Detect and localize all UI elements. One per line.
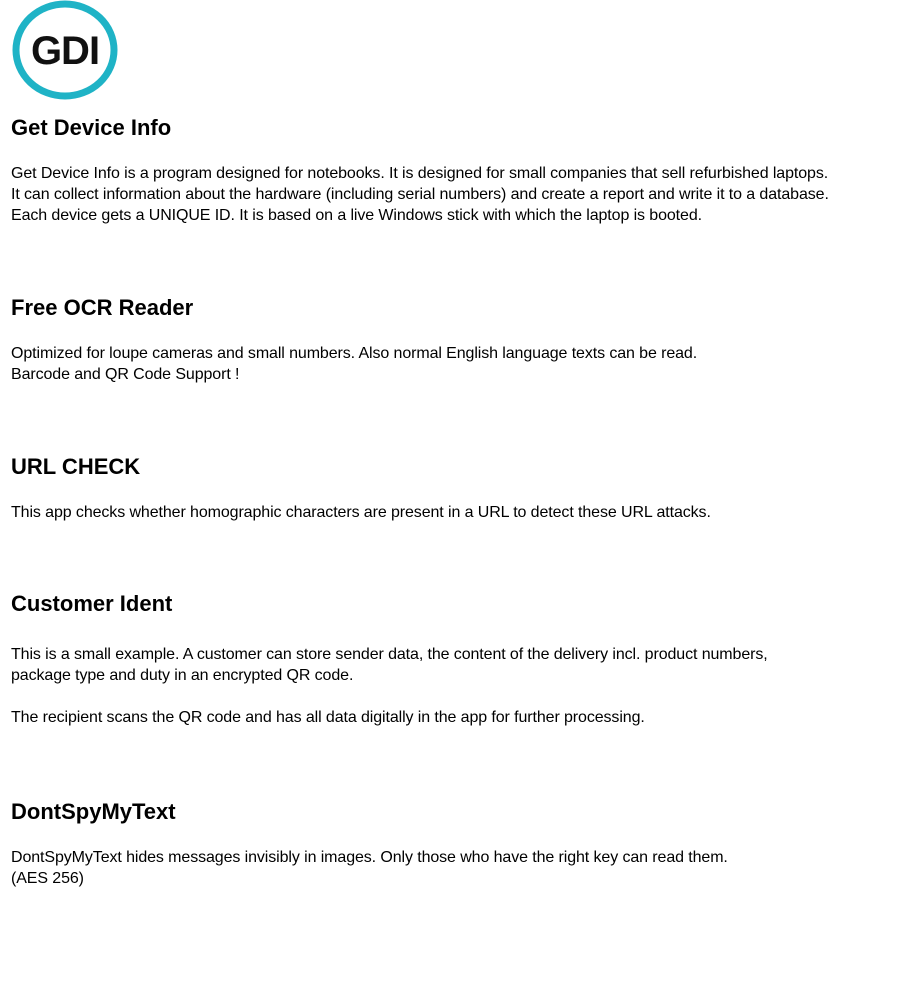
section-title: Customer Ident [11,591,173,616]
section-dontspymytext [11,799,891,889]
section-title: Free OCR Reader [11,295,194,320]
gdi-logo [8,0,122,102]
section-customer-ident [11,591,891,728]
section-description: This app checks whether homographic characters are present in a URL to detect these URL attacks. [11,504,711,521]
section-description: This is a small example. A customer can store sender data, the content of the delivery incl. product numbers, package type and duty in an encrypted QR code. [11,646,768,684]
section-description: The recipient scans the QR code and has all data digitally in the app for further processing. [11,709,645,726]
section-description: Optimized for loupe cameras and small numbers. Also normal English language texts can be read. Barcode and QR Code Support ! [11,345,698,383]
section-get-device-info [11,115,891,226]
section-title: URL CHECK [11,454,141,479]
section-description: DontSpyMyText hides messages invisibly in images. Only those who have the right key can read them. (AES 256) [11,849,728,887]
section-description: Get Device Info is a program designed for notebooks. It is designed for small companies that sell refurbished laptops. It can collect information about the hardware (including serial numbers) and create a report and write it to a database. Each device gets a UNIQUE ID. It is based on a live Windows stick with which the laptop is booted. [11,165,829,224]
section-url-check [11,454,891,523]
section-title: DontSpyMyText [11,799,176,824]
logo-text: GDI [30,29,100,73]
section-free-ocr-reader [11,295,891,385]
section-title: Get Device Info [11,115,172,140]
